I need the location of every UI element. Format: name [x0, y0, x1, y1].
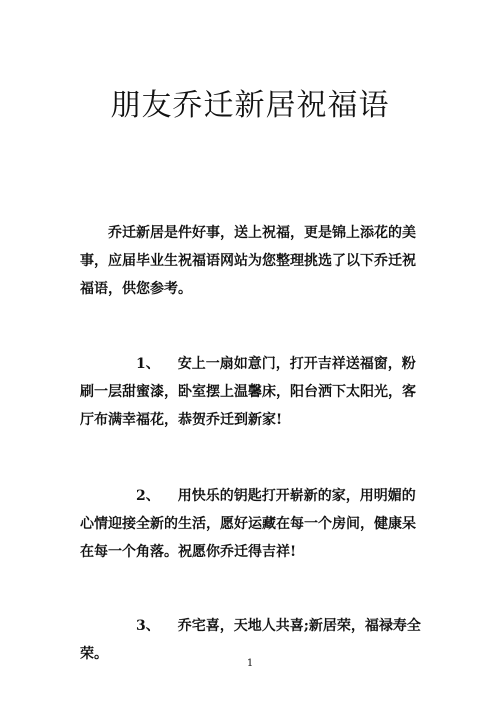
list-item [80, 350, 428, 434]
list-item [80, 482, 428, 566]
list-item-number: 3、 [136, 618, 160, 634]
page-title: 朋友乔迁新居祝福语 [110, 88, 390, 123]
list-item-text: 乔宅喜，天地人共喜;新居荣，福禄寿全荣。 [80, 618, 421, 662]
list-item-number: 2、 [136, 488, 160, 504]
list-item-number: 1、 [136, 356, 160, 372]
list-item-text: 安上一扇如意门，打开吉祥送福窗，粉刷一层甜蜜漆，卧室摆上温馨床，阳台洒下太阳光，客厅布满幸福花，恭贺乔迁到新家! [80, 356, 416, 428]
list-item-text: 用快乐的钥匙打开崭新的家，用明媚的心情迎接全新的生活，愿好运藏在每一个房间，健康呆在每一个角落。祝愿你乔迁得吉祥! [80, 488, 416, 560]
intro-paragraph: 乔迁新居是件好事，送上祝福，更是锦上添花的美事，应届毕业生祝福语网站为您整理挑选了以下乔迁祝福语，供您参考。 [80, 225, 416, 297]
page-number: 1 [246, 658, 254, 669]
